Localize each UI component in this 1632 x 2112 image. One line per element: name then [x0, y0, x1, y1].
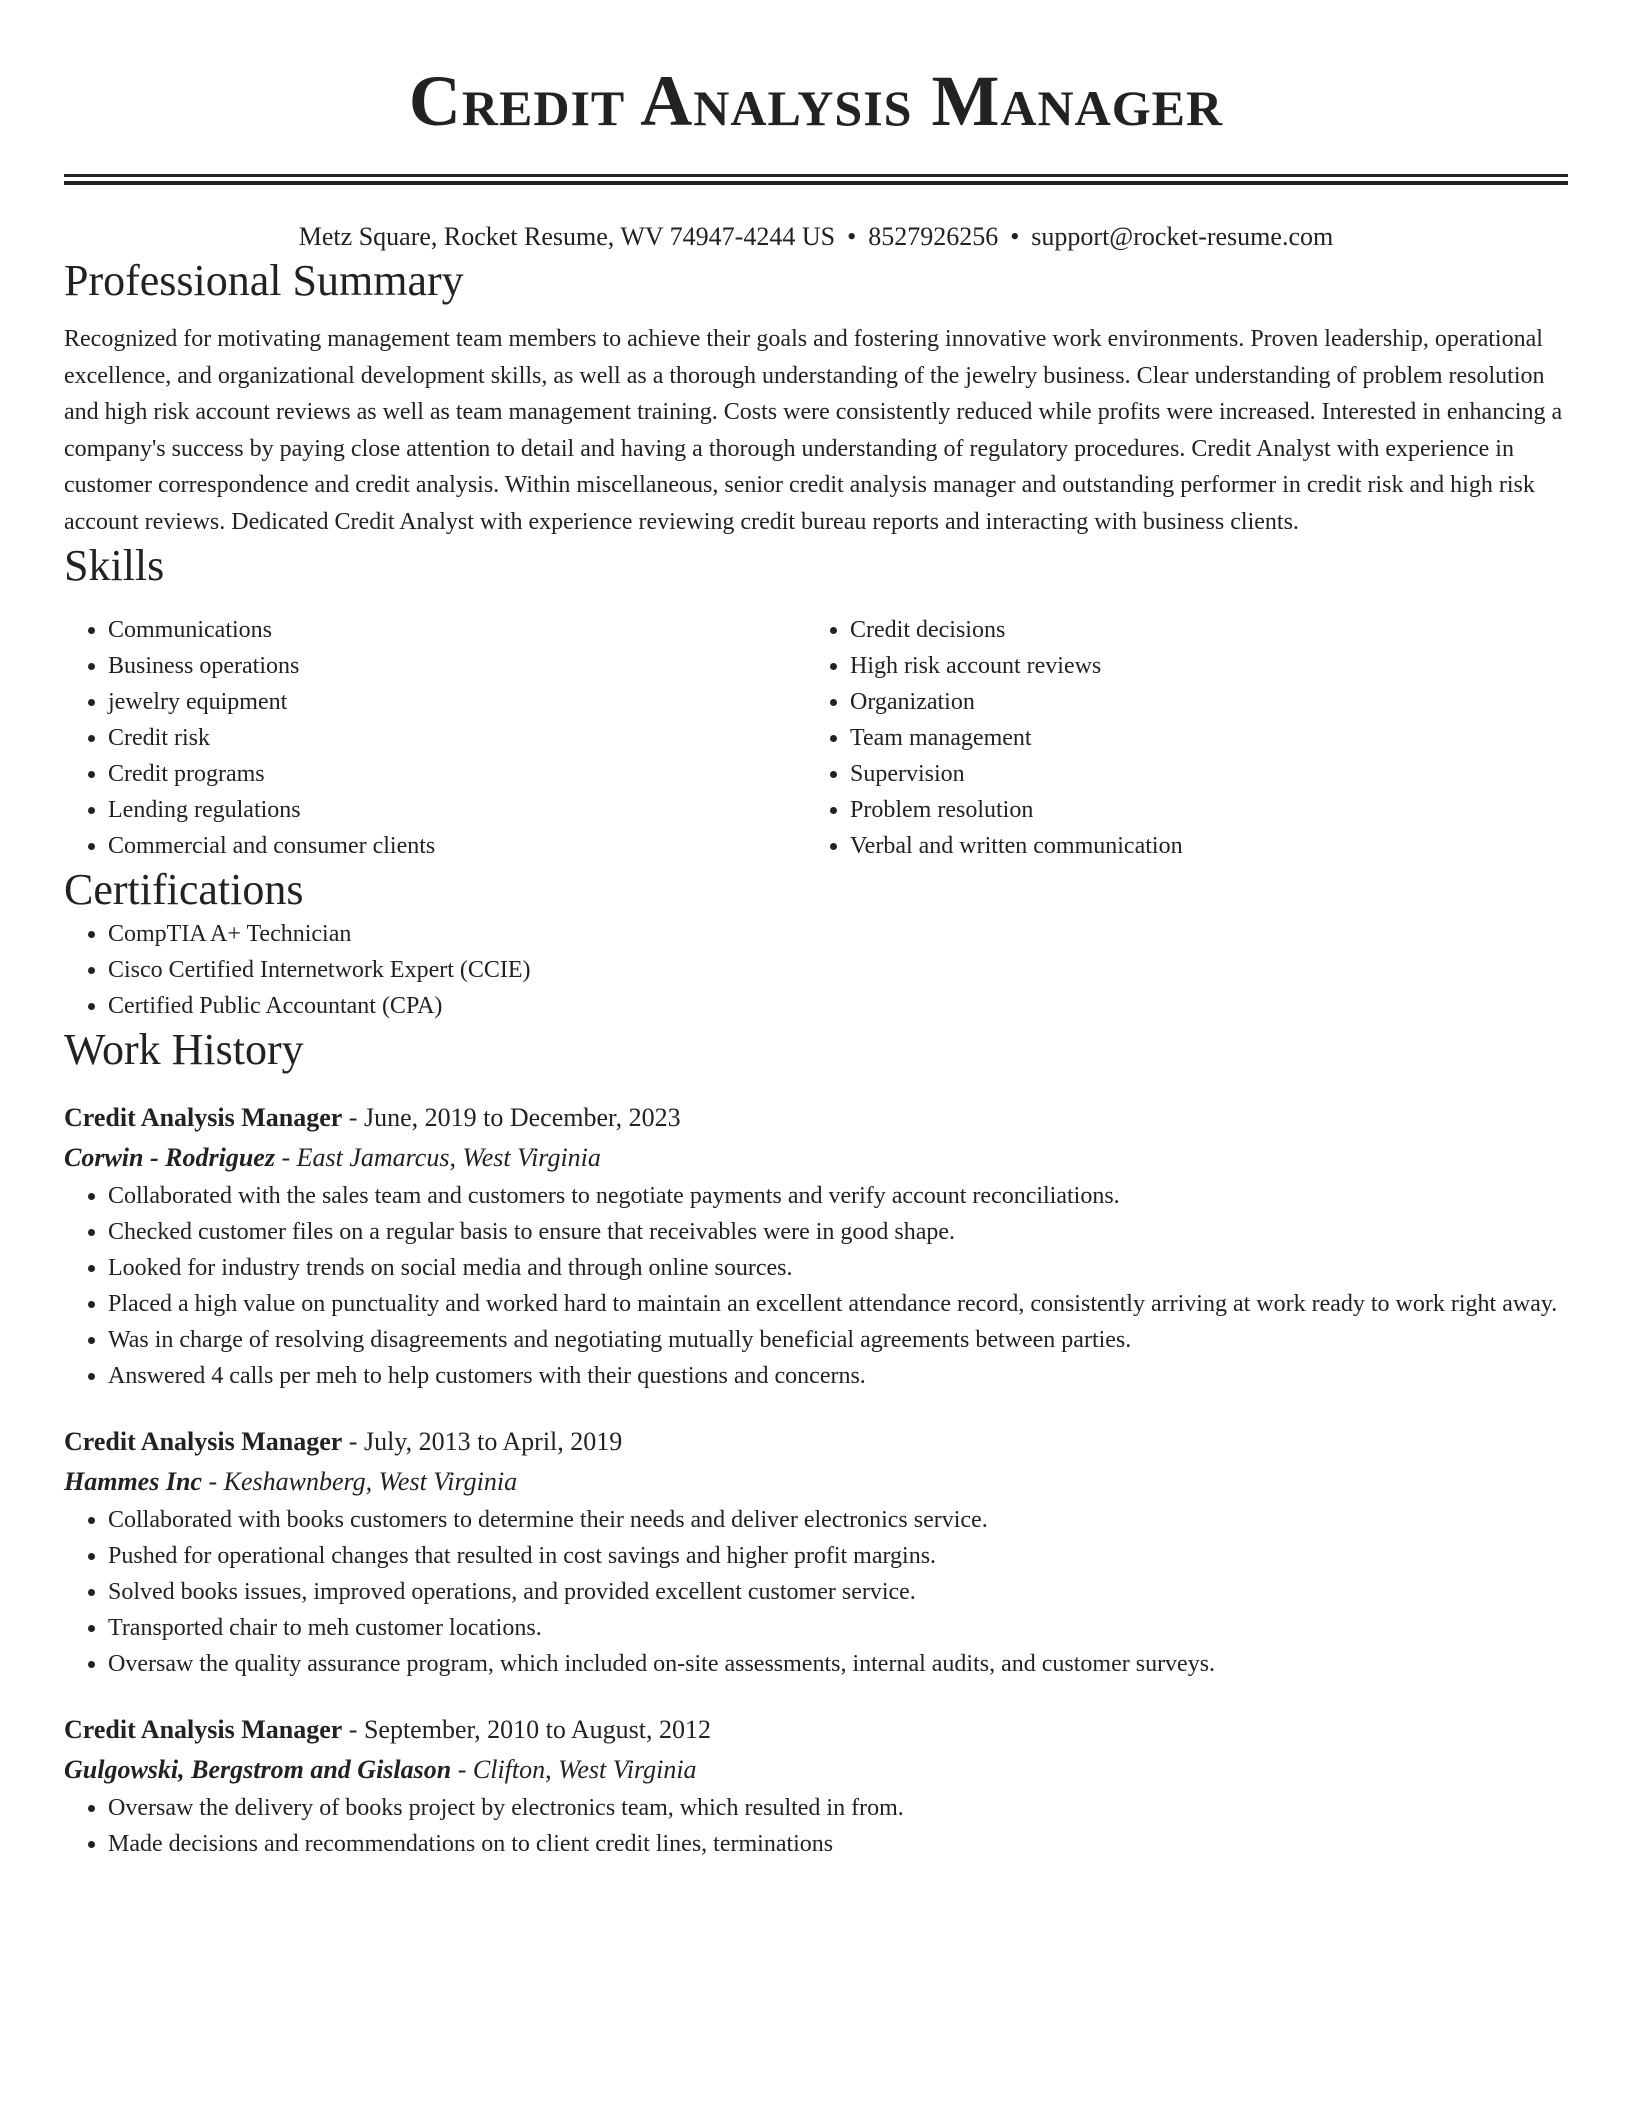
job-title-line	[64, 1710, 1568, 1750]
resume-page	[64, 0, 1568, 1862]
skills-column-right	[806, 612, 1548, 864]
skill-item: • Business operations	[108, 648, 806, 684]
job-bullets	[64, 1178, 1568, 1394]
job-entry	[64, 1422, 1568, 1682]
certifications-heading: Certifications	[64, 865, 304, 914]
job-dates: - July, 2013 to April, 2019	[342, 1427, 623, 1456]
job-location: - Keshawnberg, West Virginia	[201, 1467, 518, 1496]
job-dates: - September, 2010 to August, 2012	[342, 1715, 712, 1744]
skill-item: • Problem resolution	[850, 792, 1548, 828]
job-title-line	[64, 1422, 1568, 1462]
skill-item: • Credit programs	[108, 756, 806, 792]
job-bullets	[64, 1790, 1568, 1862]
job-company-line	[64, 1138, 1568, 1178]
summary-text: Recognized for motivating management team members to achieve their goals and fostering innovative work environments. Proven leadership, operational excellence, and organizational development skills, as well as a thorough understanding of the jewelry business. Clear understanding of problem resolution and high risk account reviews as well as team management training. Costs were consistently reduced while profits were increased. Interested in enhancing a company's success by paying close attention to detail and having a thorough understanding of regulatory procedures. Credit Analyst with experience in customer correspondence and credit analysis. Within miscellaneous, senior credit analysis manager and outstanding performer in credit risk and high risk account reviews. Dedicated Credit Analyst with experience reviewing credit bureau reports and interacting with business clients.	[64, 326, 1563, 535]
contact-separator: •	[847, 222, 857, 251]
job-company: Hammes Inc	[64, 1467, 202, 1496]
job-title-line	[64, 1098, 1568, 1138]
skill-item: • Supervision	[850, 756, 1548, 792]
skill-item: • Credit risk	[108, 720, 806, 756]
title-double-rule	[64, 174, 1568, 185]
job-bullet: • Collaborated with books customers to determine their needs and deliver electronics service.	[108, 1502, 1568, 1538]
job-location: - Clifton, West Virginia	[451, 1755, 697, 1784]
job-bullet: • Collaborated with the sales team and customers to negotiate payments and verify account reconciliations.	[108, 1178, 1568, 1214]
contact-phone: 8527926256	[868, 222, 999, 251]
skills-list-left	[64, 612, 806, 864]
certification-item: • CompTIA A+ Technician	[108, 916, 1568, 952]
job-bullet: • Oversaw the delivery of books project by electronics team, which resulted in from.	[108, 1790, 1568, 1826]
certification-item: • Certified Public Accountant (CPA)	[108, 988, 1568, 1024]
job-bullet: • Pushed for operational changes that resulted in cost savings and higher profit margins.	[108, 1538, 1568, 1574]
job-bullet: • Checked customer files on a regular basis to ensure that receivables were in good shape.	[108, 1214, 1568, 1250]
skill-item: • jewelry equipment	[108, 684, 806, 720]
skills-column-left	[64, 612, 806, 864]
job-company-line	[64, 1462, 1568, 1502]
job-entry	[64, 1098, 1568, 1394]
job-bullet: • Looked for industry trends on social media and through online sources.	[108, 1250, 1568, 1286]
job-bullet: • Solved books issues, improved operations, and provided excellent customer service.	[108, 1574, 1568, 1610]
job-bullet: • Transported chair to meh customer locations.	[108, 1610, 1568, 1646]
job-company: Corwin - Rodriguez	[64, 1143, 275, 1172]
job-dates: - June, 2019 to December, 2023	[342, 1103, 681, 1132]
job-role: Credit Analysis Manager	[64, 1103, 343, 1132]
skills-list-right	[806, 612, 1548, 864]
summary-heading: Professional Summary	[64, 256, 464, 305]
resume-title: Credit Analysis Manager	[408, 61, 1224, 141]
job-bullet: • Oversaw the quality assurance program, which included on-site assessments, internal audits, and customer surveys.	[108, 1646, 1568, 1682]
contact-separator: •	[1010, 222, 1020, 251]
job-bullet: • Was in charge of resolving disagreements and negotiating mutually beneficial agreements between parties.	[108, 1322, 1568, 1358]
skill-item: • Organization	[850, 684, 1548, 720]
job-location: - East Jamarcus, West Virginia	[274, 1143, 601, 1172]
job-company-line	[64, 1750, 1568, 1790]
certifications-list	[64, 916, 1568, 1024]
skill-item: • Communications	[108, 612, 806, 648]
skill-item: • Credit decisions	[850, 612, 1548, 648]
skill-item: • Lending regulations	[108, 792, 806, 828]
job-bullet: • Answered 4 calls per meh to help customers with their questions and concerns.	[108, 1358, 1568, 1394]
job-bullet: • Made decisions and recommendations on to client credit lines, terminations	[108, 1826, 1568, 1862]
skill-item: • Team management	[850, 720, 1548, 756]
job-bullets	[64, 1502, 1568, 1682]
job-company: Gulgowski, Bergstrom and Gislason	[64, 1755, 452, 1784]
skills-grid	[64, 612, 1568, 864]
contact-email: support@rocket-resume.com	[1031, 222, 1334, 251]
skill-item: • Verbal and written communication	[850, 828, 1548, 864]
job-bullet: • Placed a high value on punctuality and worked hard to maintain an excellent attendance record, consistently arriving at work ready to work right away.	[108, 1286, 1568, 1322]
skill-item: • High risk account reviews	[850, 648, 1548, 684]
contact-line	[64, 219, 1568, 255]
job-role: Credit Analysis Manager	[64, 1715, 343, 1744]
skill-item: • Commercial and consumer clients	[108, 828, 806, 864]
contact-address: Metz Square, Rocket Resume, WV 74947-4244 US	[298, 222, 836, 251]
skills-heading: Skills	[64, 541, 165, 590]
job-role: Credit Analysis Manager	[64, 1427, 343, 1456]
certification-item: • Cisco Certified Internetwork Expert (CCIE)	[108, 952, 1568, 988]
job-entry	[64, 1710, 1568, 1862]
work-history-heading: Work History	[64, 1025, 304, 1074]
